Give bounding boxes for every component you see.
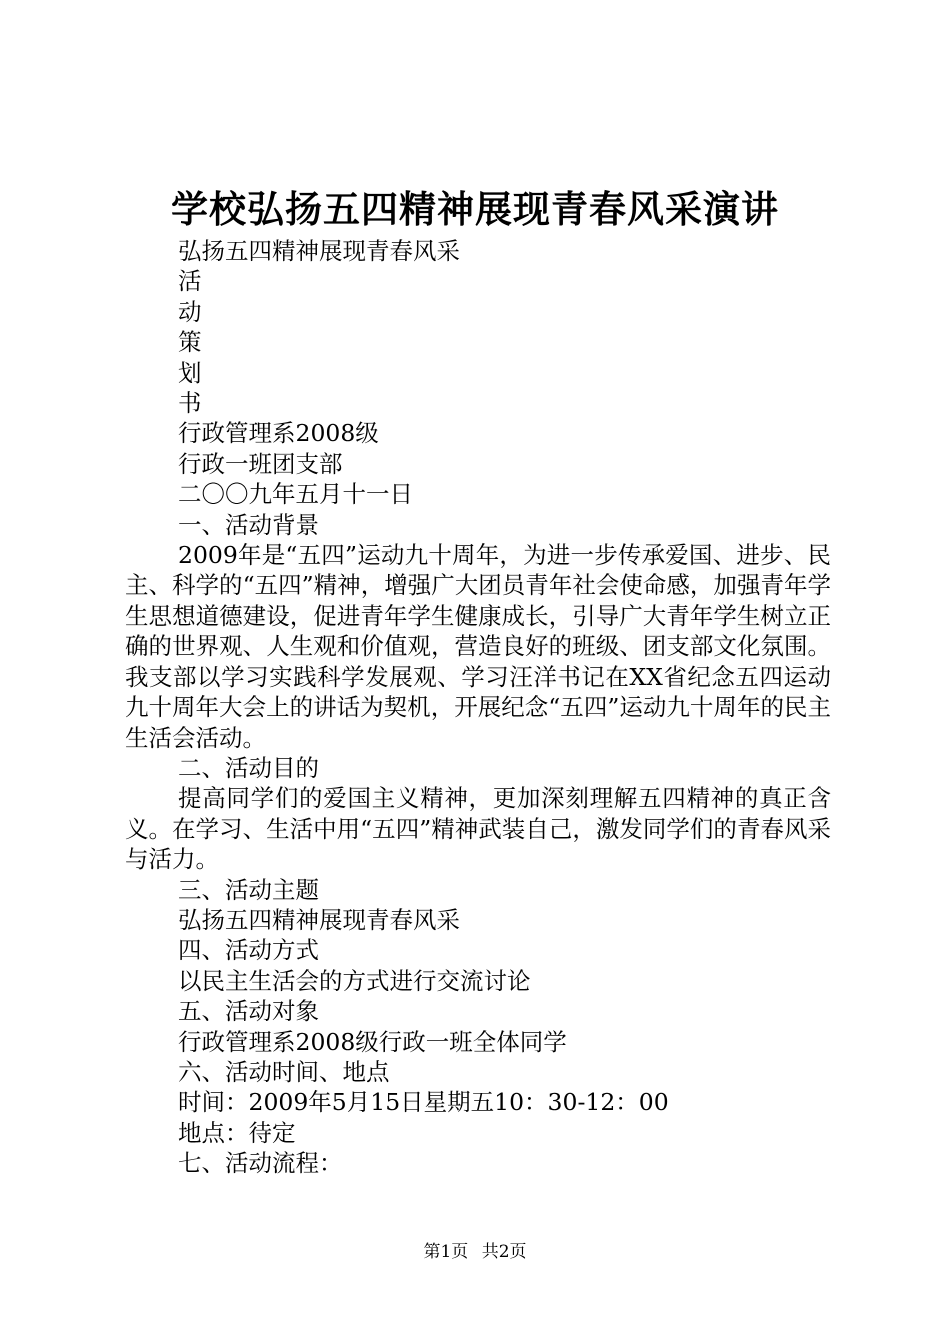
section-text-place: 地点：待定 (178, 1118, 296, 1147)
cover-department: 行政管理系2008级 (178, 419, 379, 448)
page-footer (0, 1240, 950, 1264)
cover-vertical-char: 策 (178, 328, 202, 357)
section-heading-theme: 三、活动主题 (178, 875, 319, 904)
section-heading-audience: 五、活动对象 (178, 997, 319, 1026)
section-text-background: 2009年是“五四”运动九十周年，为进一步传承爱国、进步、民主、科学的“五四”精神，增强广大团员青年社会使命感，加强青年学生思想道德建设，促进青年学生健康成长，引导广大青年学生树立正确的世界观、人生观和价值观，营造良好的班级、团支部文化氛围。我支部以学习实践科学发展观、学习汪洋书记在XX省纪念五四运动九十周年大会上的讲话为契机，开展纪念“五四”运动九十周年的民主生活会活动。 (125, 541, 831, 752)
section-heading-background: 一、活动背景 (178, 510, 319, 539)
section-text-method: 以民主生活会的方式进行交流讨论 (178, 966, 531, 995)
section-text-audience: 行政管理系2008级行政一班全体同学 (178, 1027, 567, 1056)
cover-vertical-char: 动 (178, 297, 202, 326)
section-text-theme: 弘扬五四精神展现青春风采 (178, 905, 460, 934)
cover-vertical-char: 活 (178, 267, 202, 296)
document-body (125, 236, 831, 1179)
section-text-purpose: 提高同学们的爱国主义精神，更加深刻理解五四精神的真正含义。在学习、生活中用“五四”精神武装自己，激发同学们的青春风采与活力。 (125, 784, 831, 874)
section-heading-time-place: 六、活动时间、地点 (178, 1057, 390, 1086)
cover-vertical-char: 书 (178, 389, 202, 418)
section-heading-method: 四、活动方式 (178, 936, 319, 965)
document-title: 学校弘扬五四精神展现青春风采演讲 (171, 187, 779, 231)
cover-date: 二〇〇九年五月十一日 (178, 480, 413, 509)
page-number-current: 第1页 (423, 1242, 469, 1262)
page-number-total: 共2页 (481, 1242, 527, 1262)
cover-subtitle: 弘扬五四精神展现青春风采 (178, 237, 460, 265)
section-heading-process: 七、活动流程： (178, 1149, 343, 1178)
section-text-time: 时间：2009年5月15日星期五10：30-12：00 (178, 1088, 669, 1117)
cover-vertical-char: 划 (178, 358, 202, 387)
cover-unit: 行政一班团支部 (178, 449, 343, 478)
section-heading-purpose: 二、活动目的 (178, 753, 319, 782)
